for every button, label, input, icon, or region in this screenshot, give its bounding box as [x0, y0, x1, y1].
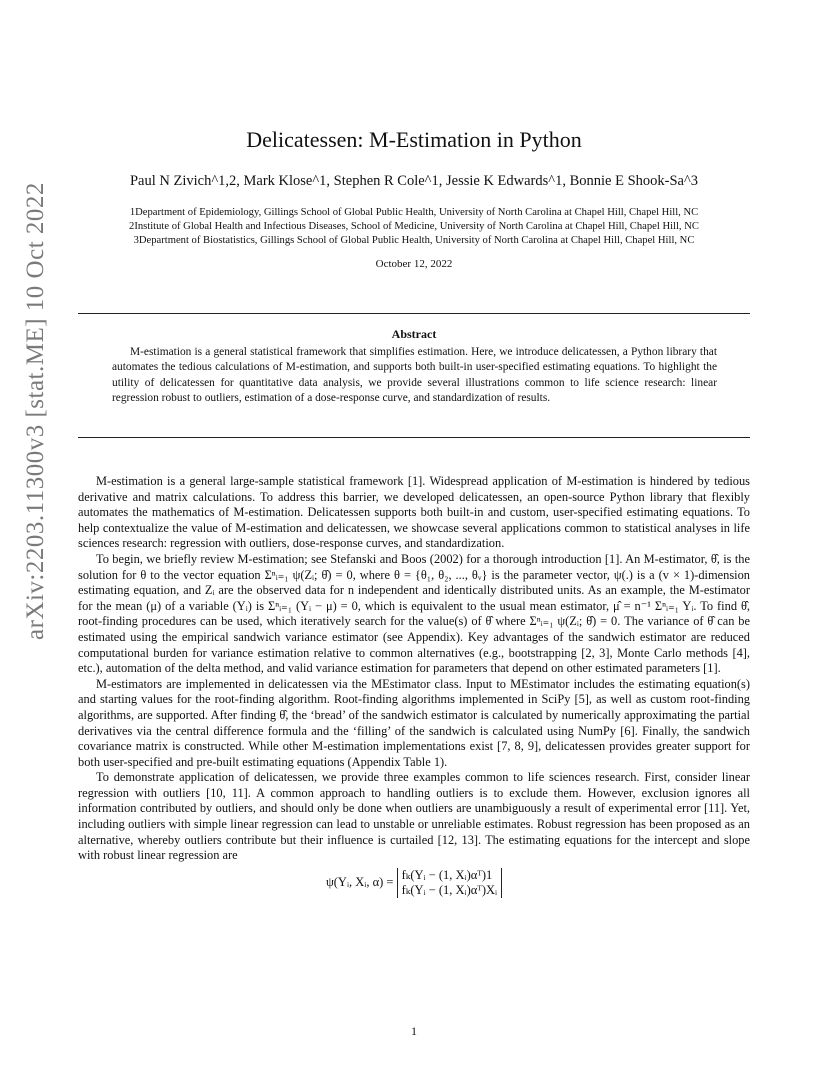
equation-lhs: ψ(Yᵢ, Xᵢ, α) =: [325, 874, 394, 889]
body-paragraph: M-estimation is a general large-sample statistical framework [1]. Widespread application of M-estimation is hindered by tedious derivative and matrix calculations. To address this barrier, we developed delicatessen, an open-source Python library that flexibly automates the mathematics of M-estimation. Delicatessen supports both built-in and custom, user-specified estimating equations. To help contextualize the value of M-estimation and delicatessen, we showcase several applications common to statistical analyses in life sciences research: regression with outliers, dose-response curves, and standardization.: [78, 474, 750, 551]
equation-row-2: fₖ(Yᵢ − (1, Xᵢ)αᵀ)Xᵢ: [401, 882, 498, 897]
author-list: Paul N Zivich^1,2, Mark Klose^1, Stephen R Cole^1, Jessie K Edwards^1, Bonnie E Shook-Sa^3: [129, 173, 699, 189]
equation-row-1: fₖ(Yᵢ − (1, Xᵢ)αᵀ)1: [401, 867, 493, 882]
body-paragraph: To demonstrate application of delicatessen, we provide three examples common to life sciences research. First, consider linear regression with outliers [10, 11]. A common approach to handling outliers is to exclude them. However, exclusion ignores all information contributed by outliers, and should only be done when outliers are unambiguously a result of experimental error [11]. Yet, including outliers with simple linear regression can lead to unstable or unreliable estimates. Robust regression has been proposed as an alternative, whereby outliers contribute but their influence is curtailed [12, 13]. The estimating equations for the intercept and slope with robust linear regression are: [78, 770, 750, 863]
body-paragraph: M-estimators are implemented in delicatessen via the MEstimator class. Input to MEstimator includes the estimating equation(s) and starting values for the root-finding algorithm. Root-finding algorithms implemented in SciPy [5], as well as custom root-finding algorithms, are supported. After finding θ̂, the ‘bread’ of the sandwich estimator is calculated by numerically approximating the partial derivatives via the central difference formula and the ‘filling’ of the sandwich is calculated using NumPy [6]. Finally, the sandwich covariance matrix is constructed. While other M-estimation implementations exist [7, 8, 9], delicatessen provides greater support for both user-specified and pre-built estimating equations (Appendix Table 1).: [78, 676, 750, 769]
robust-regression-equation: [78, 868, 750, 898]
main-body: [78, 474, 750, 898]
page-number: 1: [411, 1024, 417, 1038]
arxiv-identifier: arXiv:2203.11300v3 [stat.ME] 10 Oct 2022: [22, 182, 49, 640]
affiliation-1: 1Department of Epidemiology, Gillings School of Global Public Health, University of North Carolina at Chapel Hill, Chapel Hill, NC: [129, 207, 699, 218]
abstract-top-rule: [78, 313, 750, 314]
abstract-text: M-estimation is a general statistical framework that simplifies estimation. Here, we introduce delicatessen, a Python library that automates the tedious calculations of M-estimation, and supports both built-in user-specified estimating equations. To highlight the utility of delicatessen for quantitative data analysis, we provide several illustrations common to life science research: linear regression robust to outliers, estimation of a dose-response curve, and standardization of results.: [112, 346, 717, 404]
paper-title: Delicatessen: M-Estimation in Python: [246, 127, 582, 152]
affiliation-3: 3Department of Biostatistics, Gillings School of Global Public Health, University of North Carolina at Chapel Hill, Chapel Hill, NC: [133, 235, 695, 246]
publication-date: October 12, 2022: [375, 258, 453, 270]
abstract-bottom-rule: [78, 437, 750, 438]
affiliations: [0, 206, 828, 248]
body-paragraph: To begin, we briefly review M-estimation; see Stefanski and Boos (2002) for a thorough introduction [1]. An M-estimator, θ̂, is the solution for θ to the vector equation Σⁿᵢ₌₁ ψ(Zᵢ; θ̂) = 0, where θ = {θ₁, θ₂, ..., θᵥ} is the parameter vector, ψ(.) is a (v × 1)-dimension estimating equation, and Zᵢ are the observed data for n independent and identically distributed units. As an example, the M-estimator for the mean (μ) of a variable (Yᵢ) is Σⁿᵢ₌₁ (Yᵢ − μ) = 0, which is equivalent to the usual mean estimator, μ̂ = n⁻¹ Σⁿᵢ₌₁ Yᵢ. To find θ̂, root-finding procedures can be used, which iteratively search for the value(s) of θ̂ where Σⁿᵢ₌₁ ψ(Zᵢ; θ̂) = 0. The variance of θ̂ can be estimated using the empirical sandwich variance estimator (see Appendix). Key advantages of the sandwich estimator are reduced computational burden for variance estimation relative to common alternatives (e.g., bootstrapping [2, 3], Monte Carlo methods [4], etc.), automation of the delta method, and valid variance estimation for parameters that depend on other estimated parameters [1].: [78, 551, 750, 676]
affiliation-2: 2Institute of Global Health and Infectious Diseases, School of Medicine, University of North Carolina at Chapel Hill, Chapel Hill, NC: [129, 221, 699, 232]
abstract-heading: Abstract: [391, 327, 437, 341]
equation-matrix: [397, 868, 502, 898]
